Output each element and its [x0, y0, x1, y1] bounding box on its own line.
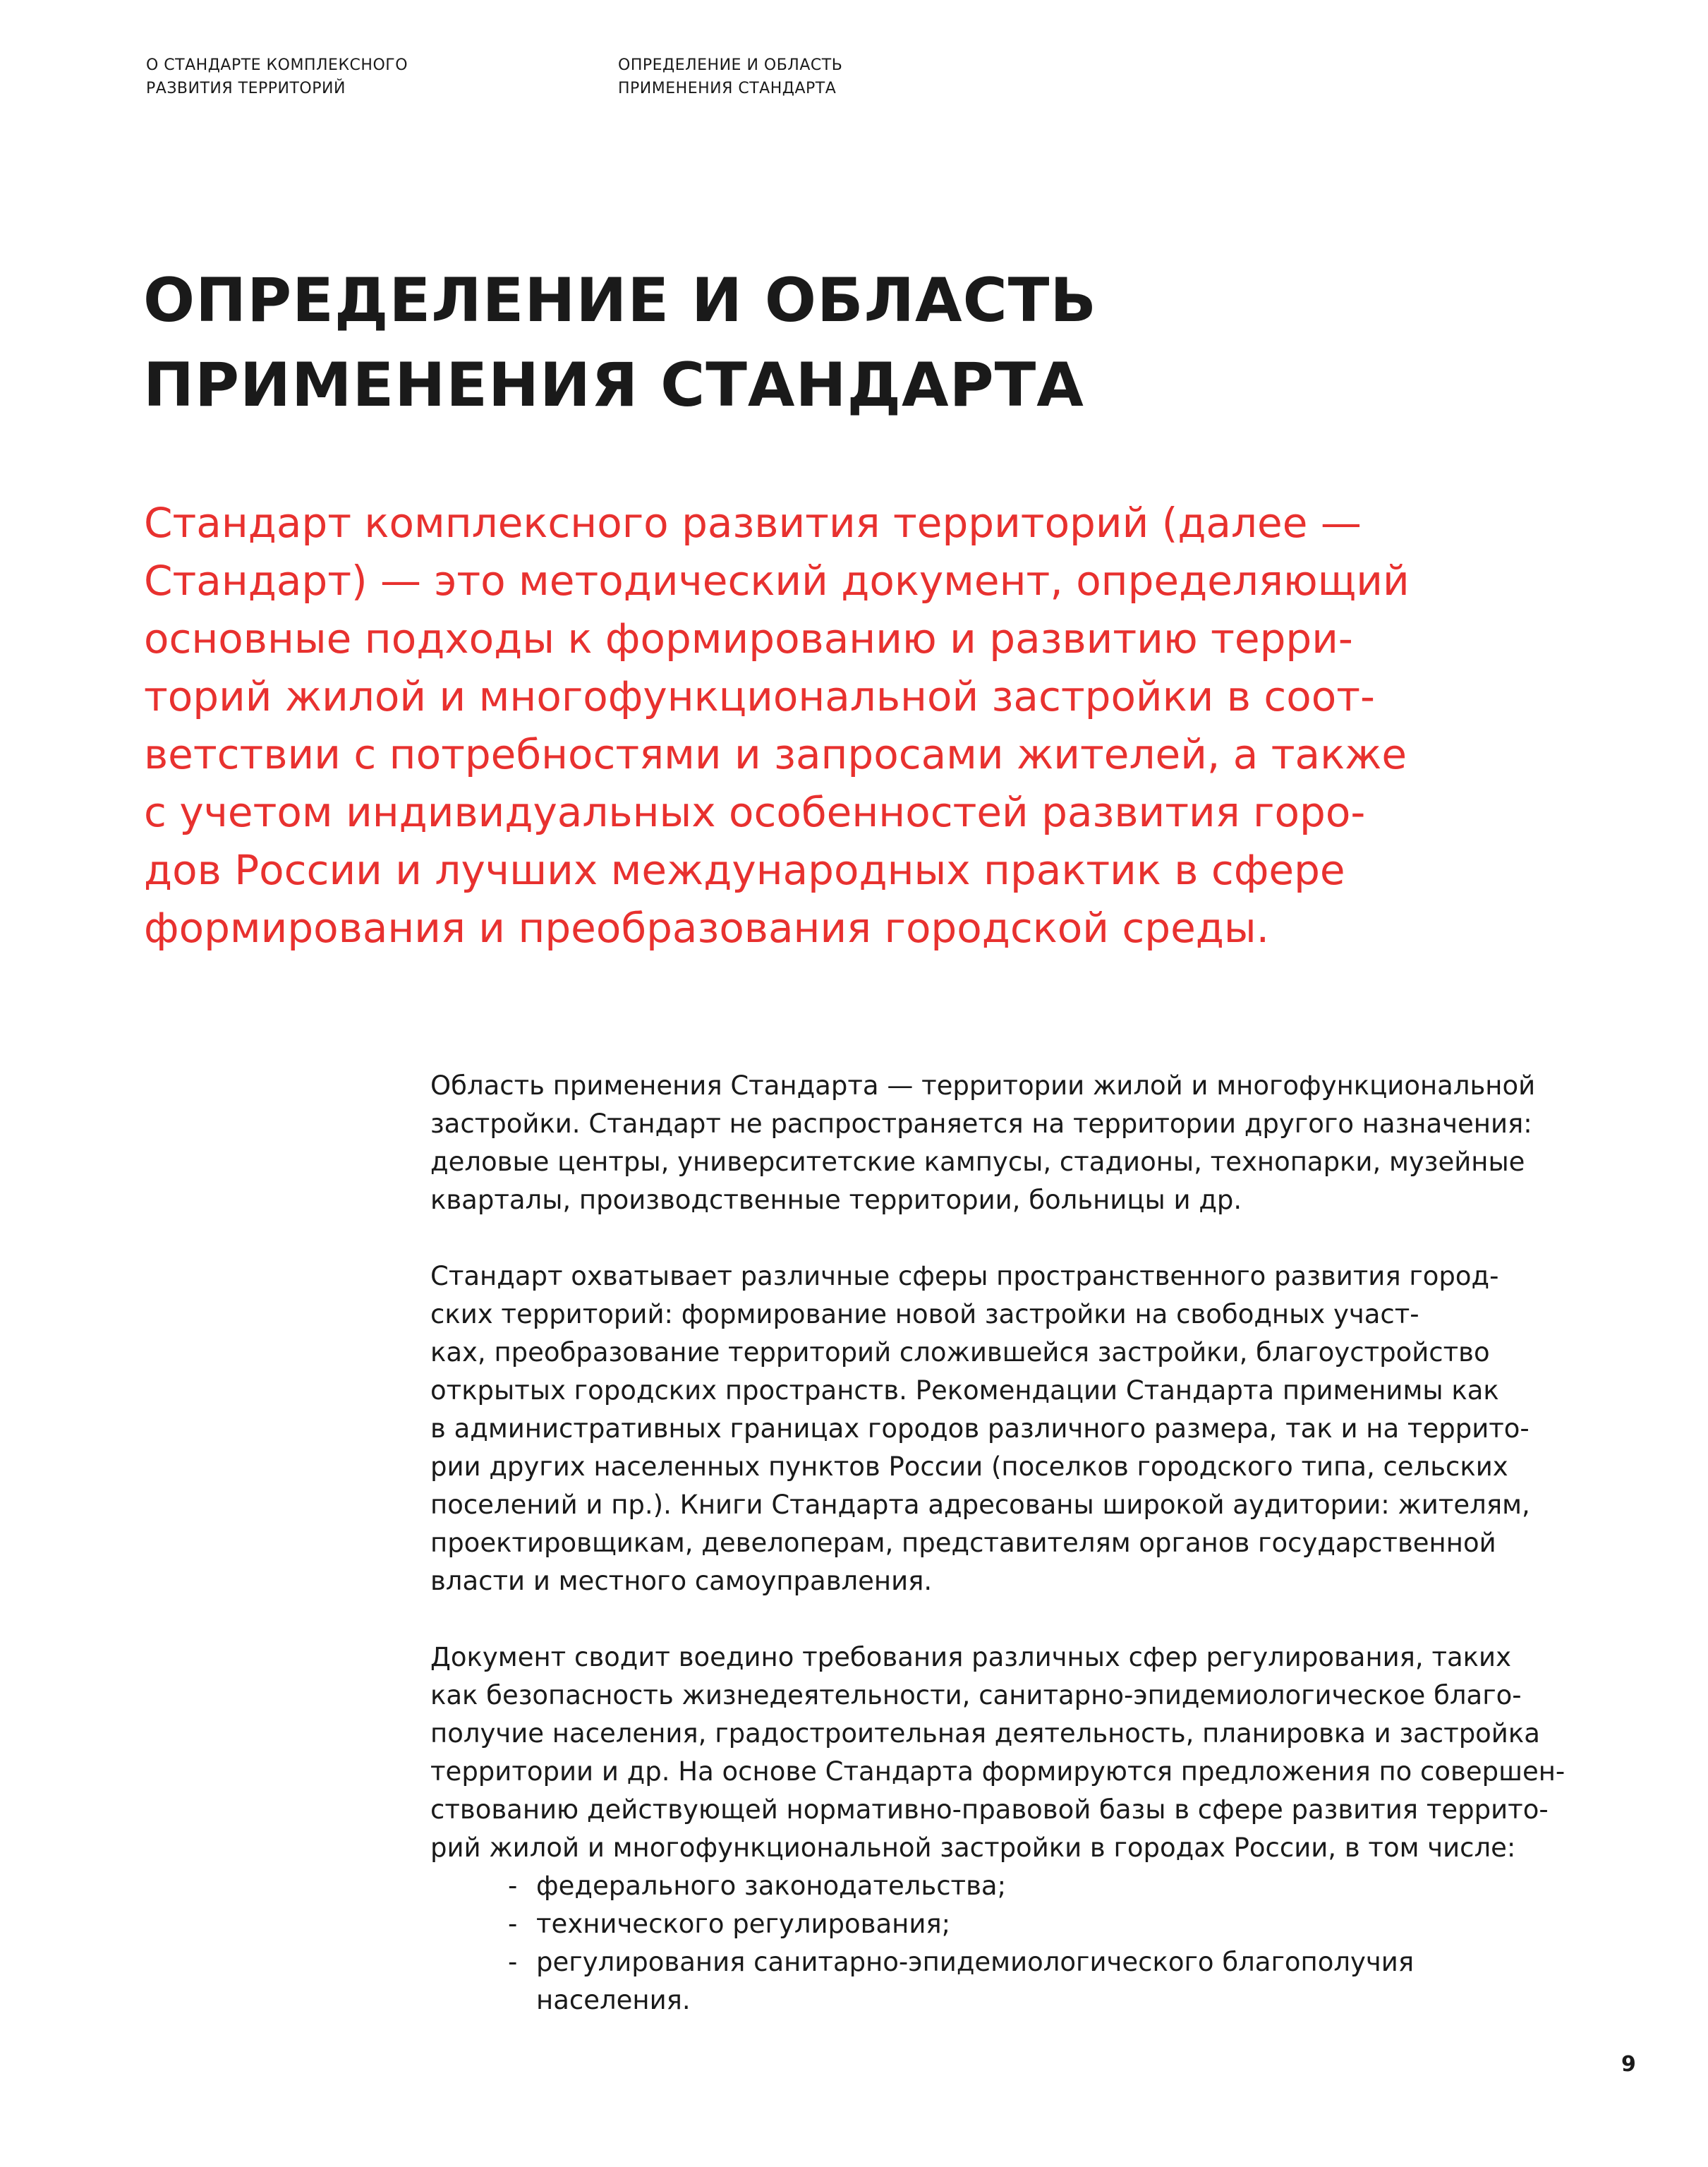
- body-line: деловые центры, университетские кампусы, стадионы, технопарки, музейные: [430, 1147, 1525, 1177]
- bullet-list: [508, 1867, 1414, 2020]
- page-title-line: ОПРЕДЕЛЕНИЕ И ОБЛАСТЬ: [143, 265, 1097, 336]
- body-line: Документ сводит воедино требования различных сфер регулирования, таких: [430, 1642, 1511, 1672]
- list-item-text: населения.: [536, 1985, 691, 2015]
- lead-line: Стандарт) — это методический документ, определяющий: [144, 557, 1410, 605]
- list-item: [508, 1943, 1414, 2020]
- body-line: открытых городских пространств. Рекомендации Стандарта применимы как: [430, 1375, 1499, 1406]
- body-line: рий жилой и многофункциональной застройки в городах России, в том числе:: [430, 1833, 1516, 1863]
- body-paragraph-regulation: [430, 1638, 1630, 1867]
- list-item-text: регулирования санитарно-эпидемиологического благополучия: [536, 1947, 1415, 1977]
- page-title-line: ПРИМЕНЕНИЯ СТАНДАРТА: [143, 350, 1084, 421]
- body-line: Стандарт охватывает различные сферы пространственного развития город-: [430, 1261, 1499, 1291]
- page-number: 9: [1621, 2052, 1636, 2077]
- lead-line: ветствии с потребностями и запросами жителей, а также: [144, 730, 1407, 778]
- body-line: ских территорий: формирование новой застройки на свободных участ-: [430, 1299, 1419, 1329]
- body-line: территории и др. На основе Стандарта формируются предложения по совершен-: [430, 1756, 1565, 1787]
- list-item: [508, 1905, 1414, 1943]
- body-line: ствованию действующей нормативно-правовой базы в сфере развития террито-: [430, 1794, 1549, 1825]
- list-item-text: технического регулирования;: [536, 1909, 951, 1939]
- body-line: власти и местного самоуправления.: [430, 1566, 933, 1596]
- page-title: [143, 258, 1484, 428]
- running-head-right: [618, 54, 842, 100]
- body-paragraph-scope: [430, 1067, 1630, 1219]
- lead-line: основные подходы к формированию и развитию терри-: [144, 615, 1353, 663]
- list-dash: -: [508, 1947, 518, 1977]
- body-line: Область применения Стандарта — территории жилой и многофункциональной: [430, 1070, 1536, 1101]
- lead-line: Стандарт комплексного развития территорий (далее —: [144, 499, 1362, 547]
- running-head-left: [146, 54, 408, 100]
- body-line: проектировщикам, девелоперам, представителям органов государственной: [430, 1528, 1496, 1558]
- lead-line: дов России и лучших международных практик в сфере: [144, 846, 1345, 894]
- running-head-right-line: ОПРЕДЕЛЕНИЕ И ОБЛАСТЬ: [618, 56, 843, 74]
- body-paragraph-coverage: [430, 1257, 1630, 1600]
- list-item: [508, 1867, 1414, 1905]
- running-head-left-line: О СТАНДАРТЕ КОМПЛЕКСНОГО: [146, 56, 408, 74]
- list-dash: -: [508, 1871, 518, 1901]
- body-line: как безопасность жизнедеятельности, санитарно-эпидемиологическое благо-: [430, 1680, 1522, 1710]
- running-head-right-line: ПРИМЕНЕНИЯ СТАНДАРТА: [618, 80, 837, 97]
- body-line: кварталы, производственные территории, больницы и др.: [430, 1185, 1242, 1215]
- list-item-text: федерального законодательства;: [536, 1871, 1007, 1901]
- list-dash: -: [508, 1909, 518, 1939]
- running-head-left-line: РАЗВИТИЯ ТЕРРИТОРИЙ: [146, 80, 346, 97]
- lead-line: формирования и преобразования городской среды.: [144, 904, 1270, 952]
- lead-line: торий жилой и многофункциональной застройки в соот-: [144, 672, 1375, 720]
- lead-paragraph: [144, 494, 1625, 957]
- body-line: застройки. Стандарт не распространяется на территории другого назначения:: [430, 1109, 1532, 1139]
- body-line: поселений и пр.). Книги Стандарта адресованы широкой аудитории: жителям,: [430, 1490, 1530, 1520]
- lead-line: с учетом индивидуальных особенностей развития горо-: [144, 788, 1366, 836]
- body-line: получие населения, градостроительная деятельность, планировка и застройка: [430, 1718, 1540, 1749]
- body-line: в административных границах городов различного размера, так и на террито-: [430, 1413, 1530, 1444]
- body-line: ках, преобразование территорий сложившейся застройки, благоустройство: [430, 1337, 1490, 1368]
- body-line: рии других населенных пунктов России (поселков городского типа, сельских: [430, 1451, 1508, 1482]
